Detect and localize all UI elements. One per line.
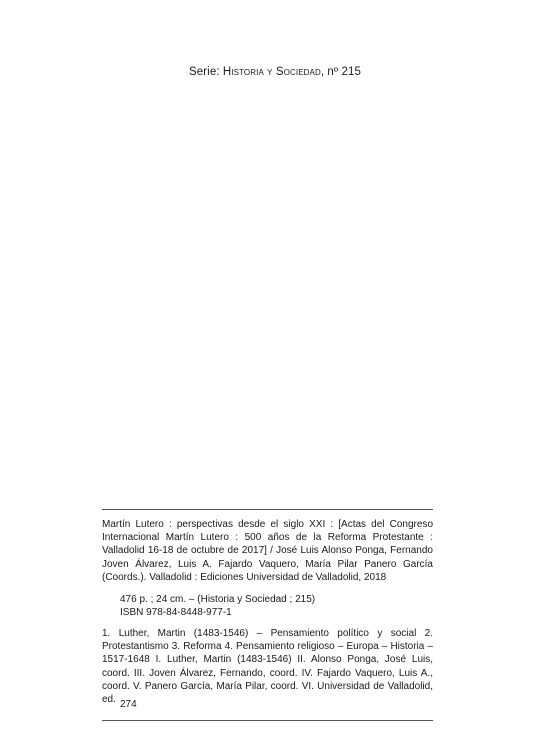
series-name: Historia y Sociedad <box>222 66 321 78</box>
catalog-entry-main <box>102 518 433 584</box>
series-prefix: Serie: <box>188 66 223 78</box>
page-number <box>102 698 451 711</box>
catalog-physical-block <box>102 593 451 619</box>
series-title <box>0 66 550 78</box>
catalog-subjects <box>102 627 433 706</box>
top-divider <box>102 509 433 510</box>
series-suffix: , nº 215 <box>320 66 362 78</box>
isbn: ISBN 978-84-8448-977-1 <box>120 607 232 619</box>
subject-headings: 1. Luther, Martin (1483-1546) – Pensamiento político y social 2. Protestantismo 3. Reforma 4. Pensamiento religioso – Europa – Historia – 1517-1648 I. Luther, Martin (1483-1546) II. Alonso Ponga, José Luis, coord. III. Joven Álvarez, Fernando, coord. IV. Fajardo Vaquero, Luis A., coord. V. Panero García, María Pilar, coord. VI. Universidad de Valladolid, ed. <box>102 628 433 706</box>
catalog-main-text: Martín Lutero : perspectivas desde el siglo XXI : [Actas del Congreso Internacional Martín Lutero : 500 años de la Reforma Protestante : Valladolid 16-18 de octubre de 2017] / José Luis Alonso Ponga, Fernando Joven Álvarez, Luis A. Fajardo Vaquero, María Pilar Panero García (Coords.). Valladolid : Ediciones Universidad de Valladolid, 2018 <box>102 519 433 583</box>
physical-description: 476 p. ; 24 cm. – (Historia y Sociedad ; 215) <box>120 594 316 605</box>
bottom-divider <box>102 720 433 721</box>
page-number-text: 274 <box>120 699 137 710</box>
